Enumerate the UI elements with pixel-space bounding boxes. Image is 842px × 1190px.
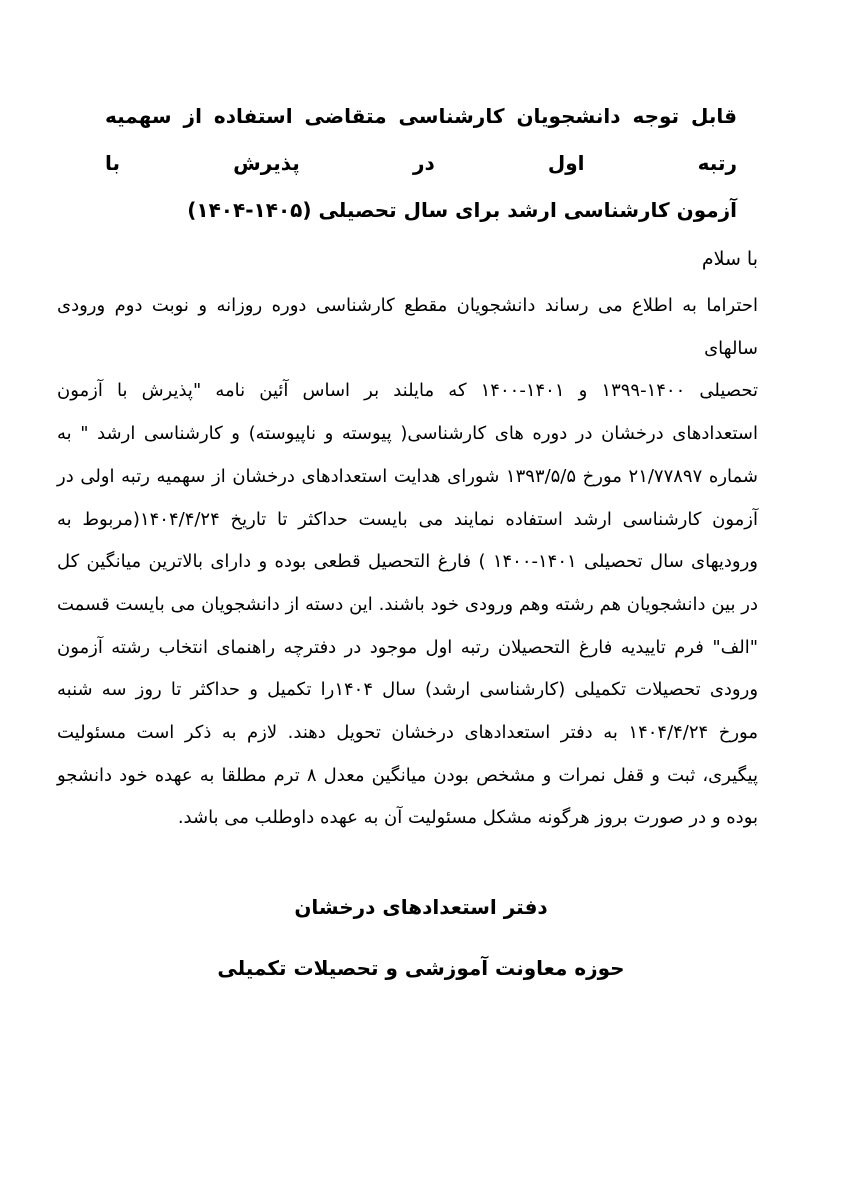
title-line-1: قابل توجه دانشجویان کارشناسی متقاضی استفاده از سهمیه رتبه اول در پذیرش با — [105, 104, 737, 175]
paragraph-line: ورودی تحصیلات تکمیلی (کارشناسی ارشد) سال ۱۴۰۴را تکمیل و حداکثر تا روز سه شنبه — [57, 679, 759, 701]
paragraph-line: مورخ ۱۴۰۴/۴/۲۴ به دفتر استعدادهای درخشان تحویل دهند. لازم به ذکر است مسئولیت — [57, 722, 758, 744]
body-paragraph — [57, 285, 758, 840]
paragraph-line: شماره ۲۱/۷۷۸۹۷ مورخ ۱۳۹۳/۵/۵ شورای هدایت استعدادهای درخشان از سهمیه رتبه اولی در — [57, 465, 758, 487]
signature-division: حوزه معاونت آموزشی و تحصیلات تکمیلی — [217, 956, 625, 980]
paragraph-line: پیگیری، ثبت و قفل نمرات و مشخص بودن میانگین معدل ۸ ترم مطلقا به عهده خود دانشجو — [57, 764, 758, 786]
paragraph-line: در بین دانشجویان هم رشته وهم ورودی خود باشند. این دسته از دانشجویان می بایست قسمت — [57, 593, 758, 615]
paragraph-line: تحصیلی ۱۴۰۰-۱۳۹۹ و ۱۴۰۱-۱۴۰۰ که مایلند بر اساس آئین نامه "پذیرش با آزمون — [57, 380, 758, 402]
signature-office: دفتر استعدادهای درخشان — [294, 895, 548, 919]
title-line-2: آزمون کارشناسی ارشد برای سال تحصیلی (۱۴۰۵-۱۴۰۴) — [187, 198, 737, 222]
paragraph-line: آزمون کارشناسی ارشد استفاده نمایند می بایست حداکثر تا تاریخ ۱۴۰۴/۴/۲۴(مربوط به — [57, 508, 758, 530]
paragraph-line: بوده و در صورت بروز هرگونه مشکل مسئولیت آن به عهده داوطلب می باشد. — [177, 807, 758, 829]
paragraph-line: ورودیهای سال تحصیلی ۱۴۰۱-۱۴۰۰ ) فارغ التحصیل قطعی بوده و دارای بالاترین میانگین کل — [57, 551, 758, 573]
paragraph-line: احتراما به اطلاع می رساند دانشجویان مقطع کارشناسی دوره روزانه و نوبت دوم ورودی سالهای — [57, 295, 758, 359]
salutation: با سلام — [701, 248, 758, 270]
document-title — [105, 93, 737, 234]
paragraph-line: "الف" فرم تاییدیه فارغ التحصیلان رتبه اول موجود در دفترچه راهنمای انتخاب رشته آزمون — [57, 636, 758, 658]
paragraph-line: استعدادهای درخشان در دوره های کارشناسی( پیوسته و ناپیوسته) و کارشناسی ارشد " به — [57, 423, 758, 445]
